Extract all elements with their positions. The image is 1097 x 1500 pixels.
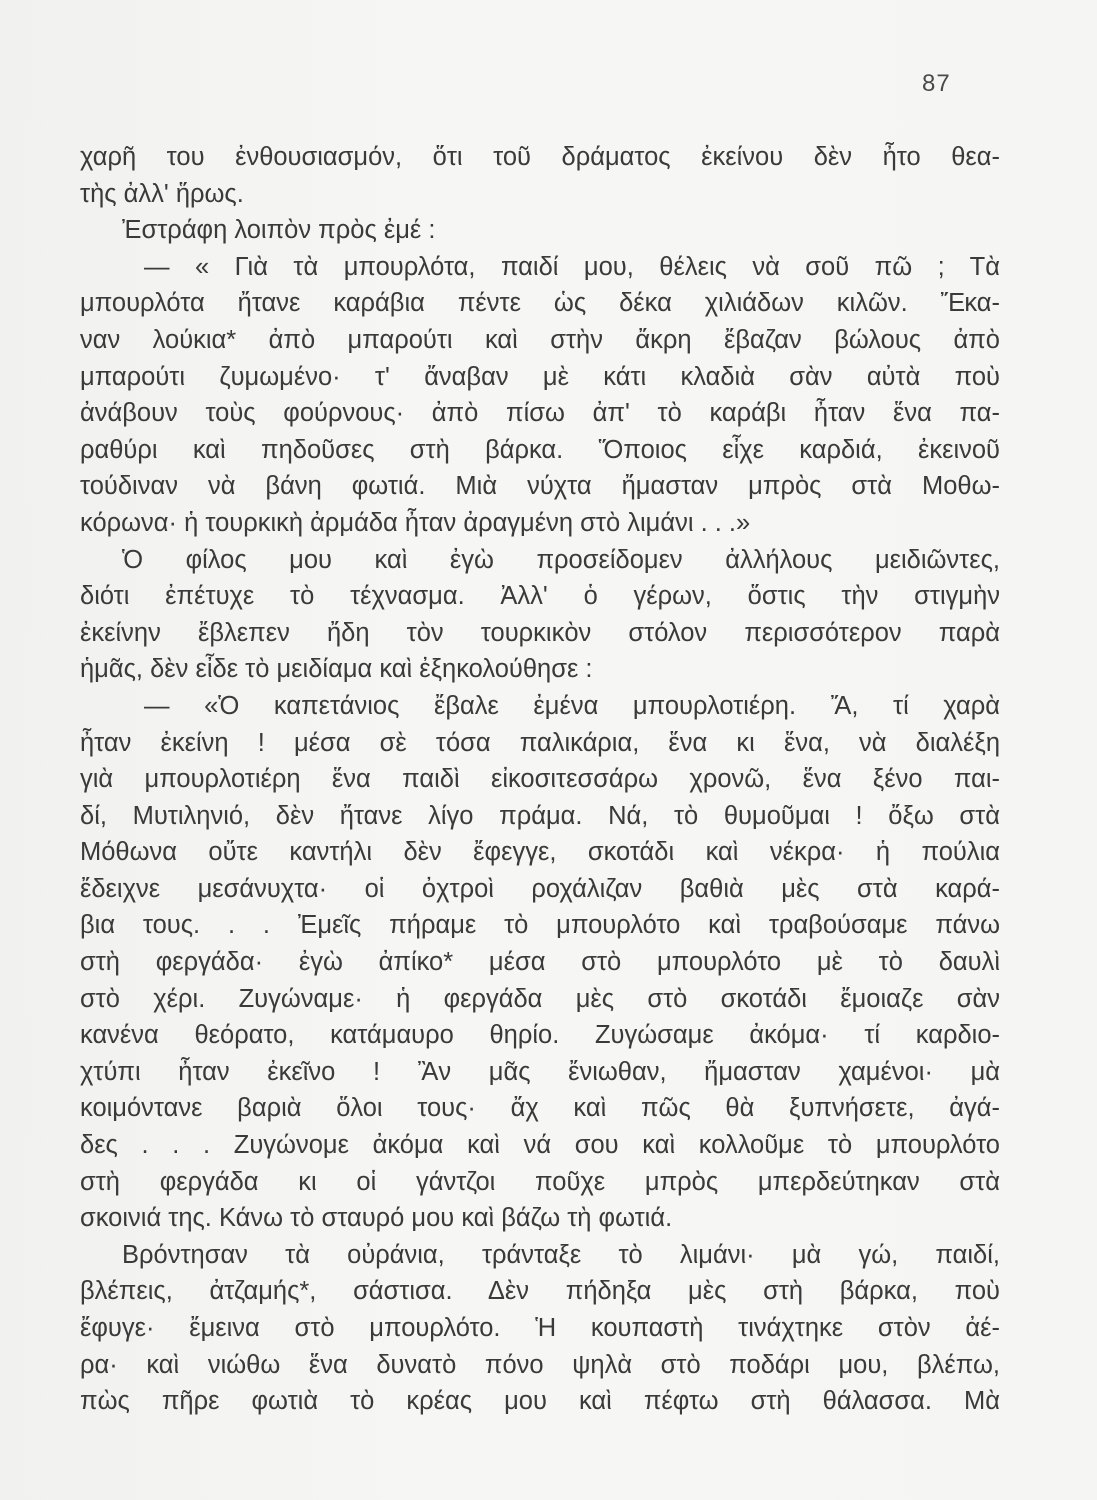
text-line: ἔδειχνε μεσάνυχτα· οἱ ὀχτροὶ ροχάλιζαν βαθιὰ μὲς στὰ καρά- bbox=[80, 874, 1000, 903]
text-line: κανένα θεόρατο, κατάμαυρο θηρίο. Ζυγώσαμε ἀκόμα· τί καρδιο- bbox=[80, 1021, 1000, 1050]
text-line: χτύπι ἦταν ἐκεῖνο ! Ἂν μᾶς ἔνιωθαν, ἤμασταν χαμένοι· μὰ bbox=[80, 1057, 1000, 1086]
text-line: δί, Μυτιληνιό, δὲν ἤτανε λίγο πράμα. Νά, τὸ θυμοῦμαι ! ὄξω στὰ bbox=[80, 801, 1000, 830]
text-line: μπουρλότα ἤτανε καράβια πέντε ὡς δέκα χιλιάδων κιλῶν. Ἔκα- bbox=[80, 289, 1000, 318]
page-number: 87 bbox=[922, 70, 951, 97]
text-line: κόρωνα· ἡ τουρκικὴ ἀρμάδα ἦταν ἀραγμένη στὸ λιμάνι . . .» bbox=[80, 508, 751, 537]
text-line: γιὰ μπουρλοτιέρη ἕνα παιδὶ εἰκοσιτεσσάρω χρονῶ, ἕνα ξένο παι- bbox=[80, 765, 1000, 794]
text-line: Ὁ φίλος μου καὶ ἐγὼ προσείδομεν ἀλλήλους μειδιῶντες, bbox=[122, 545, 1000, 574]
text-line: τούδιναν νὰ βάνη φωτιά. Μιὰ νύχτα ἤμασταν μπρὸς στὰ Μοθω- bbox=[80, 472, 1000, 501]
text-line: δες . . . Ζυγώνομε ἀκόμα καὶ νά σου καὶ κολλοῦμε τὸ μπουρλότο bbox=[80, 1131, 1000, 1160]
text-line: — «Ὁ καπετάνιος ἔβαλε ἐμένα μπουρλοτιέρη. Ἄ, τί χαρὰ bbox=[144, 691, 1000, 720]
text-line: τὴς ἀλλ' ἥρως. bbox=[80, 179, 244, 208]
text-line: ἔφυγε· ἔμεινα στὸ μπουρλότο. Ἡ κουπαστὴ τινάχτηκε στὸν ἀέ- bbox=[80, 1314, 1000, 1342]
text-line: ἐκείνην ἔβλεπεν ἤδη τὸν τουρκικὸν στόλον περισσότερον παρὰ bbox=[80, 618, 1000, 647]
text-line: σκοινιά της. Κάνω τὸ σταυρό μου καὶ βάζω τὴ φωτιά. bbox=[80, 1204, 673, 1233]
text-line: ἡμᾶς, δὲν εἶδε τὸ μειδίαμα καὶ ἐξηκολούθησε : bbox=[80, 655, 593, 684]
text-line: στὸ χέρι. Ζυγώναμε· ἡ φεργάδα μὲς στὸ σκοτάδι ἔμοιαζε σὰν bbox=[80, 984, 1000, 1013]
text-line: ραθύρι καὶ πηδοῦσες στὴ βάρκα. Ὅποιος εἶχε καρδιά, ἐκεινοῦ bbox=[80, 435, 1000, 464]
text-line: Βρόντησαν τὰ οὐράνια, τράνταξε τὸ λιμάνι· μὰ γώ, παιδί, bbox=[122, 1240, 1000, 1269]
text-line: βλέπεις, ἀτζαμής*, σάστισα. Δὲν πήδηξα μὲς στὴ βάρκα, ποὺ bbox=[80, 1277, 1000, 1306]
text-line: βια τους. . . Ἐμεῖς πήραμε τὸ μπουρλότο καὶ τραβούσαμε πάνω bbox=[80, 911, 1000, 940]
text-line: πὼς πῆρε φωτιὰ τὸ κρέας μου καὶ πέφτω στὴ θάλασσα. Μὰ bbox=[80, 1387, 1000, 1416]
body-text bbox=[80, 139, 1000, 1420]
text-line: μπαρούτι ζυμωμένο· τ' ἄναβαν μὲ κάτι κλαδιὰ σὰν αὐτὰ ποὺ bbox=[80, 362, 1000, 391]
text-line: στὴ φεργάδα κι οἱ γάντζοι ποῦχε μπρὸς μπερδεύτηκαν στὰ bbox=[80, 1167, 1000, 1196]
text-line: διότι ἐπέτυχε τὸ τέχνασμα. Ἀλλ' ὁ γέρων, ὅστις τὴν στιγμὴν bbox=[80, 582, 1000, 611]
text-line: κοιμόντανε βαριὰ ὅλοι τους· ἄχ καὶ πῶς θὰ ξυπνήσετε, ἀγά- bbox=[80, 1094, 1000, 1123]
text-line: στὴ φεργάδα· ἐγὼ ἀπίκο* μέσα στὸ μπουρλότο μὲ τὸ δαυλὶ bbox=[80, 948, 1000, 977]
text-line: — « Γιὰ τὰ μπουρλότα, παιδί μου, θέλεις νὰ σοῦ πῶ ; Τὰ bbox=[144, 252, 1000, 281]
text-line: ἀνάβουν τοὺς φούρνους· ἀπὸ πίσω ἀπ' τὸ καράβι ἦταν ἕνα πα- bbox=[80, 399, 1000, 428]
text-line: χαρῆ του ἐνθουσιασμόν, ὅτι τοῦ δράματος ἐκείνου δὲν ἦτο θεα- bbox=[80, 143, 1000, 171]
text-line: Μόθωνα οὔτε καντήλι δὲν ἔφεγγε, σκοτάδι καὶ νέκρα· ἡ πούλια bbox=[80, 838, 1000, 867]
text-line: ναν λούκια* ἀπὸ μπαρούτι καὶ στὴν ἄκρη ἔβαζαν βώλους ἀπὸ bbox=[80, 325, 1000, 354]
text-line: Ἐστράφη λοιπὸν πρὸς ἐμέ : bbox=[122, 216, 436, 245]
text-line: ἦταν ἐκείνη ! μέσα σὲ τόσα παλικάρια, ἕνα κι ἕνα, νὰ διαλέξη bbox=[80, 728, 1000, 757]
text-line: ρα· καὶ νιώθω ἕνα δυνατὸ πόνο ψηλὰ στὸ ποδάρι μου, βλέπω, bbox=[80, 1350, 1000, 1379]
